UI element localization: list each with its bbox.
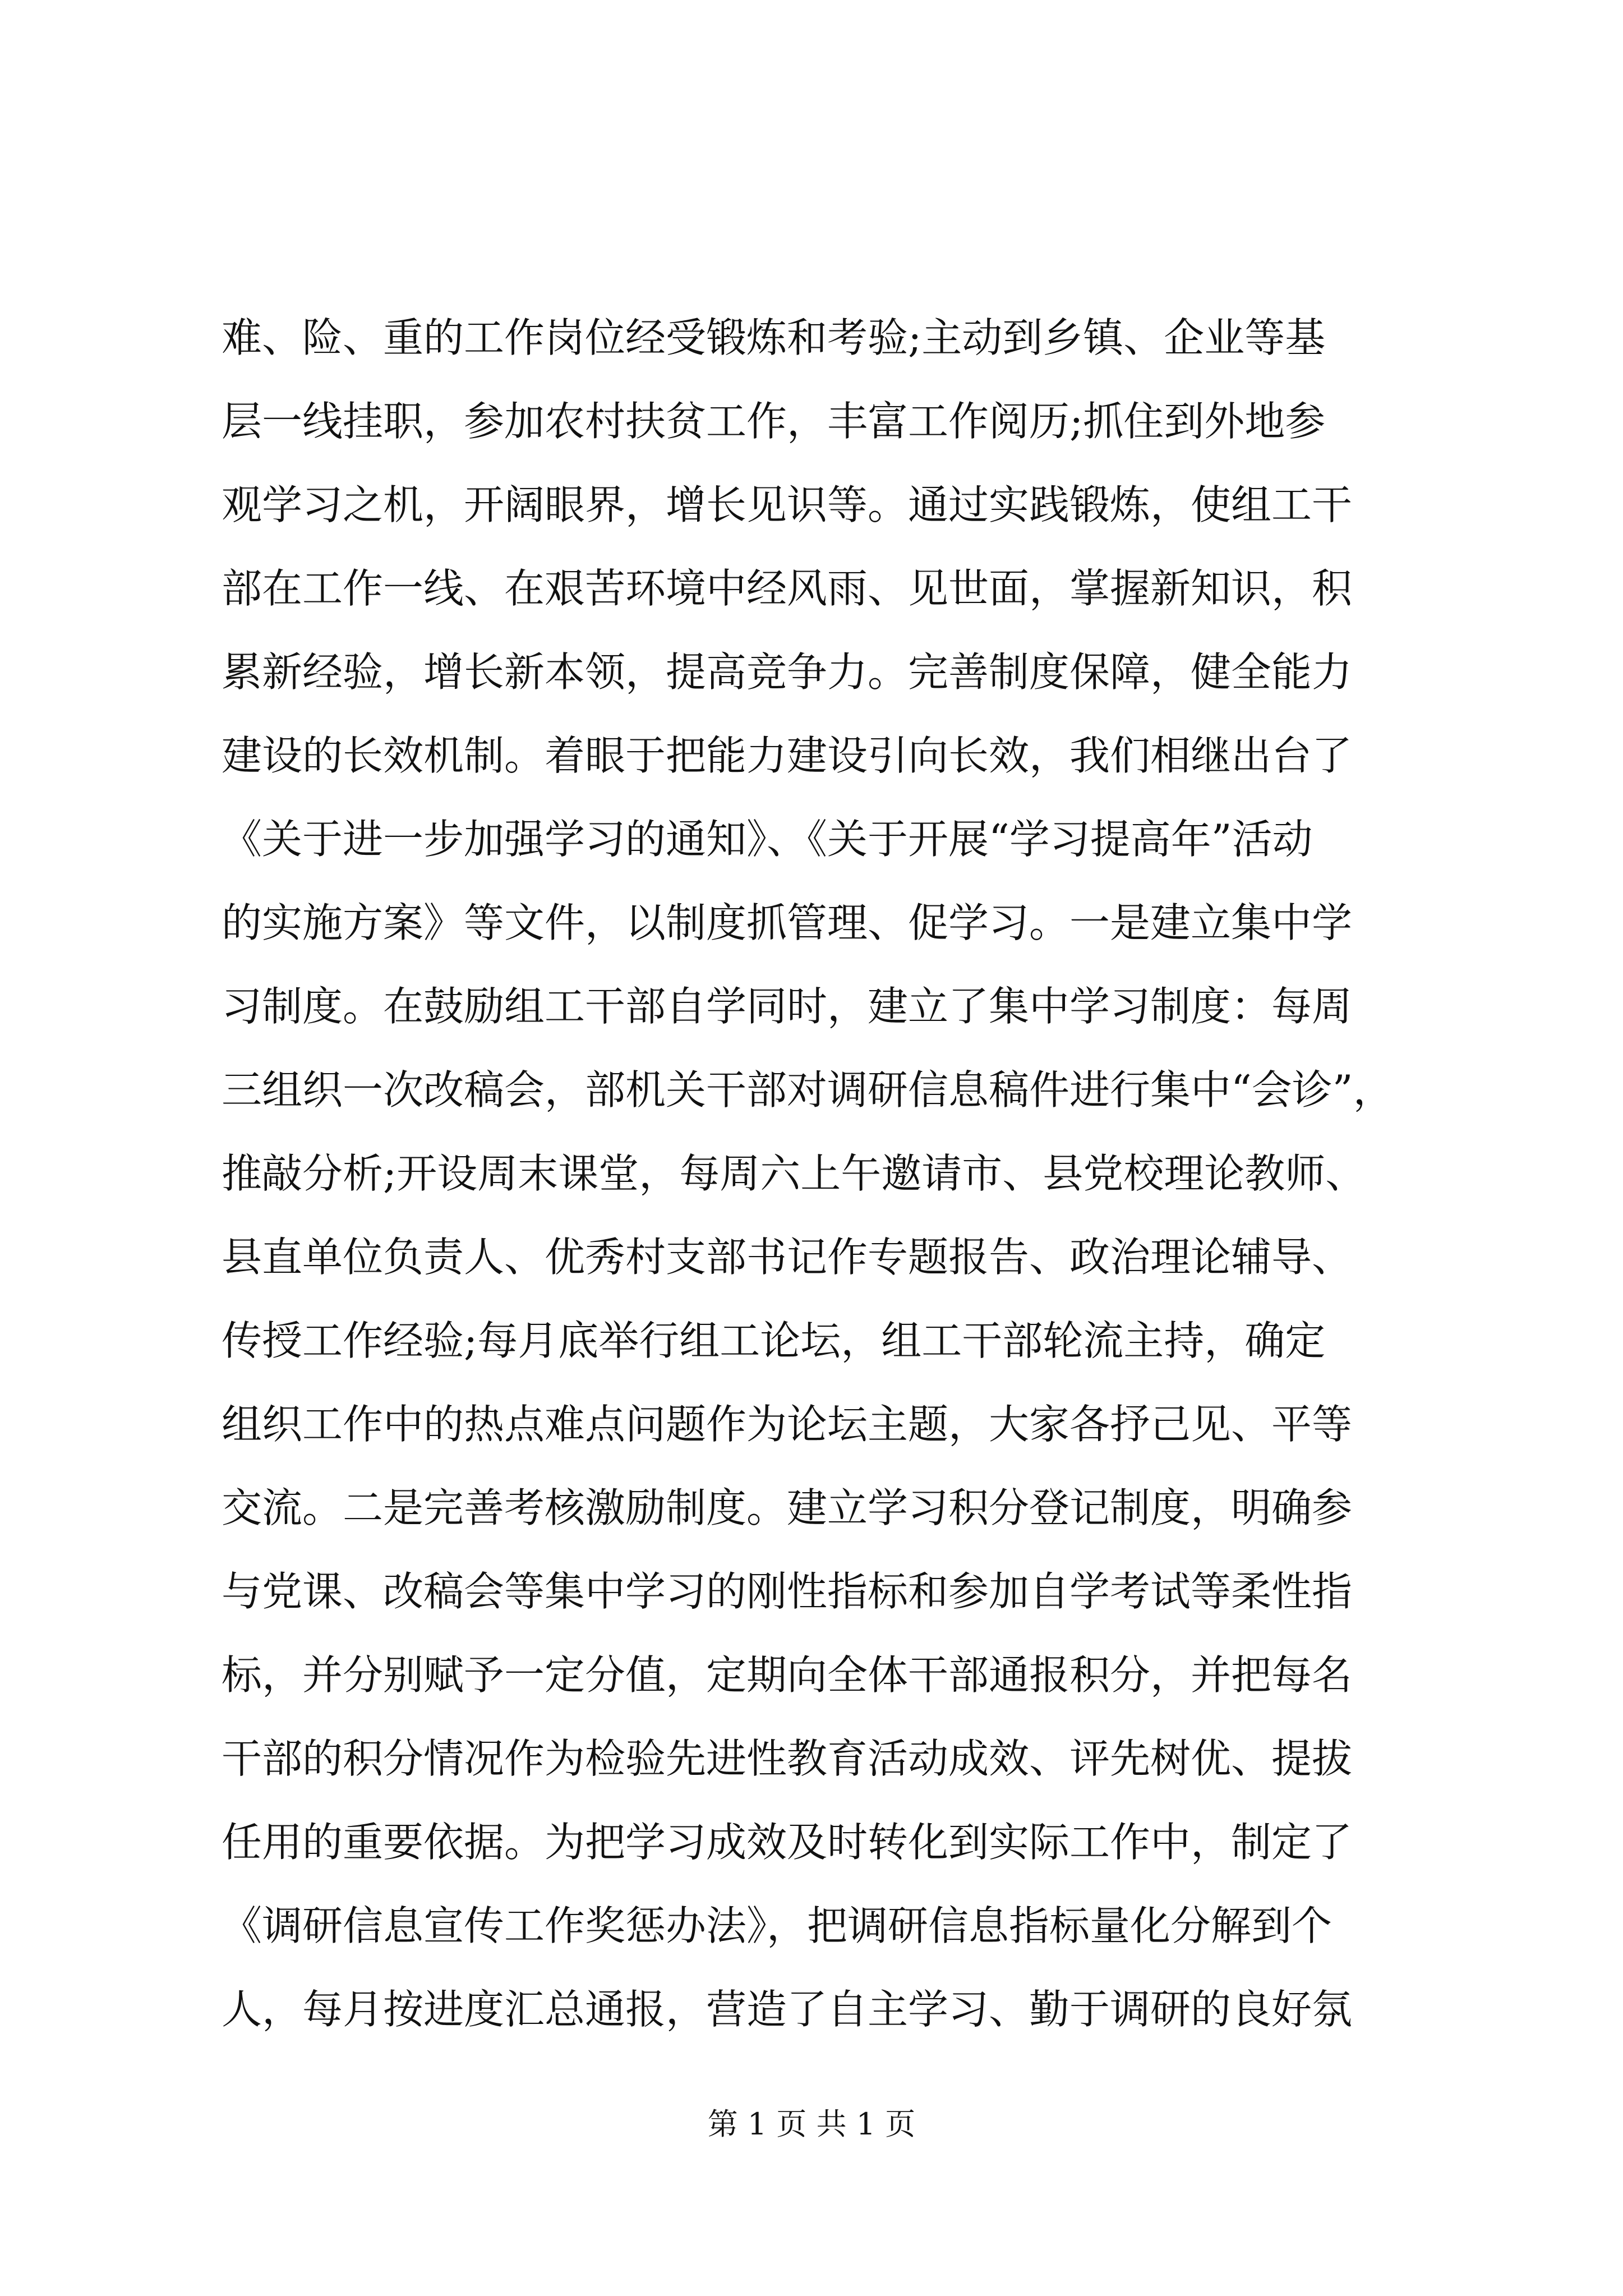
text-line: 累新经验，增长新本领，提高竞争力。完善制度保障，健全能力 — [222, 648, 1353, 696]
text-line: 干部的积分情况作为检验先进性教育活动成效、评先树优、提拔 — [222, 1735, 1353, 1782]
text-line: 与党课、改稿会等集中学习的刚性指标和参加自学考试等柔性指 — [222, 1568, 1353, 1615]
text-line: 层一线挂职，参加农村扶贫工作，丰富工作阅历;抓住到外地参 — [222, 398, 1326, 445]
text-line: 标，并分别赋予一定分值，定期向全体干部通报积分，并把每名 — [222, 1651, 1353, 1699]
page-footer — [0, 2105, 1623, 2144]
text-line: 人，每月按进度汇总通报，营造了自主学习、勤于调研的良好氛 — [222, 1986, 1353, 2033]
text-line: 推敲分析;开设周末课堂，每周六上午邀请市、县党校理论教师、 — [222, 1150, 1366, 1197]
text-line: 交流。二是完善考核激励制度。建立学习积分登记制度，明确参 — [222, 1484, 1353, 1531]
text-line: 县直单位负责人、优秀村支部书记作专题报告、政治理论辅导、 — [222, 1234, 1353, 1281]
text-line: 观学习之机，开阔眼界，增长见识等。通过实践锻炼，使组工干 — [222, 481, 1353, 528]
text-line: 《关于进一步加强学习的通知》、《关于开展“学习提高年”活动 — [222, 816, 1313, 863]
text-line: 部在工作一线、在艰苦环境中经风雨、见世面，掌握新知识，积 — [222, 565, 1353, 612]
text-line: 传授工作经验;每月底举行组工论坛，组工干部轮流主持，确定 — [222, 1317, 1326, 1364]
text-line: 建设的长效机制。着眼于把能力建设引向长效，我们相继出台了 — [222, 732, 1353, 779]
text-line: 三组织一次改稿会，部机关干部对调研信息稿件进行集中“会诊”， — [222, 1066, 1394, 1114]
page-number-label: 第 1 页 共 1 页 — [707, 2106, 916, 2142]
text-line: 《调研信息宣传工作奖惩办法》，把调研信息指标量化分解到个 — [222, 1902, 1332, 1949]
text-line: 习制度。在鼓励组工干部自学同时，建立了集中学习制度：每周 — [222, 983, 1353, 1030]
body-text — [222, 296, 1427, 2051]
text-line: 任用的重要依据。为把学习成效及时转化到实际工作中，制定了 — [222, 1819, 1353, 1866]
text-line: 组织工作中的热点难点问题作为论坛主题，大家各抒己见、平等 — [222, 1401, 1353, 1448]
text-line: 难、险、重的工作岗位经受锻炼和考验;主动到乡镇、企业等基 — [222, 314, 1326, 361]
text-line: 的实施方案》等文件，以制度抓管理、促学习。一是建立集中学 — [222, 899, 1353, 946]
